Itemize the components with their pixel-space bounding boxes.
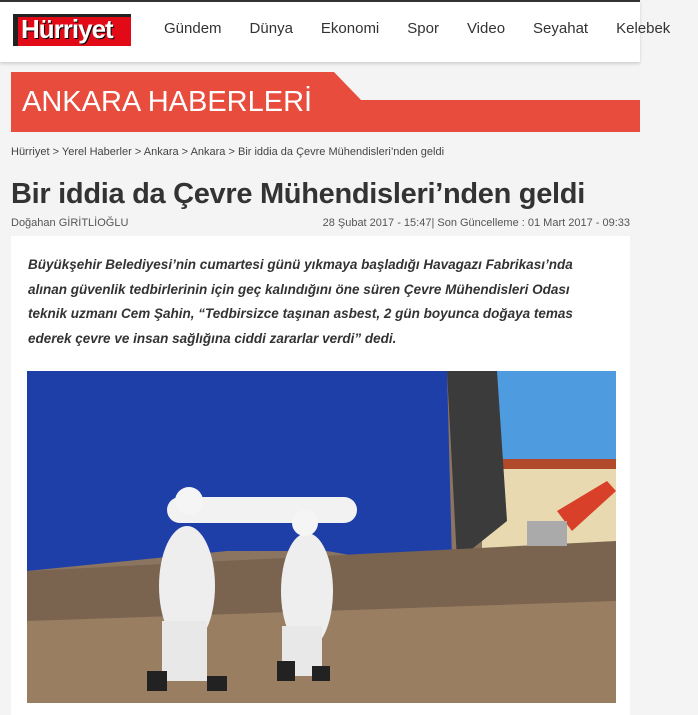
crumb-sep: >	[52, 146, 60, 158]
article-author[interactable]: Doğahan GİRİTLİOĞLU	[11, 217, 129, 229]
section-banner[interactable]	[11, 72, 640, 132]
crumb-sep: >	[134, 146, 142, 158]
article-photo[interactable]	[27, 371, 616, 703]
site-header	[0, 0, 671, 62]
crumb-sep: >	[228, 146, 235, 158]
published-date: 28 Şubat 2017 - 15:47	[322, 217, 432, 229]
nav-kelebek[interactable]: Kelebek	[616, 20, 671, 37]
article-dates: 28 Şubat 2017 - 15:47| Son Güncelleme : 01 Mart 2017 - 09:33	[322, 217, 630, 229]
main-nav	[164, 20, 698, 37]
photo-illustration	[27, 371, 616, 703]
article-title: Bir iddia da Çevre Mühendisleri’nden geldi	[11, 178, 585, 210]
crumb-ankara[interactable]: Ankara	[143, 146, 179, 158]
breadcrumb	[11, 146, 444, 158]
nav-video[interactable]: Video	[466, 20, 506, 37]
nav-dunya[interactable]: Dünya	[249, 20, 293, 37]
logo-text: Hürriyet	[21, 14, 113, 44]
nav-gundem[interactable]: Gündem	[164, 20, 222, 37]
nav-ekonomi[interactable]: Ekonomi	[320, 20, 380, 37]
updated-date: Son Güncelleme : 01 Mart 2017 - 09:33	[437, 217, 630, 229]
hurriyet-logo[interactable]	[13, 14, 131, 46]
nav-spor[interactable]: Spor	[407, 20, 439, 37]
article-lead: Büyükşehir Belediyesi’nin cumartesi günü yıkmaya başladığı Havagazı Fabrikası’nda alınan güvenlik tedbirlerinin için geç kalındığını öne süren Çevre Mühendisleri Odası teknik uzmanı Cem Şahin, “Tedbirsizce taşınan asbest, 2 gün boyunca doğaya temas ederek çevre ve insan sağlığına ciddi zararlar verdi” dedi.	[28, 257, 573, 346]
nav-seyahat[interactable]: Seyahat	[533, 20, 589, 37]
crumb-home[interactable]: Hürriyet	[11, 146, 50, 158]
crumb-ankara-2[interactable]: Ankara	[190, 146, 226, 158]
section-title: ANKARA HABERLERİ	[22, 86, 313, 118]
crumb-yerel[interactable]: Yerel Haberler	[61, 146, 132, 158]
crumb-current: Bir iddia da Çevre Mühendisleri’nden geldi	[237, 146, 445, 158]
crumb-sep: >	[181, 146, 189, 158]
